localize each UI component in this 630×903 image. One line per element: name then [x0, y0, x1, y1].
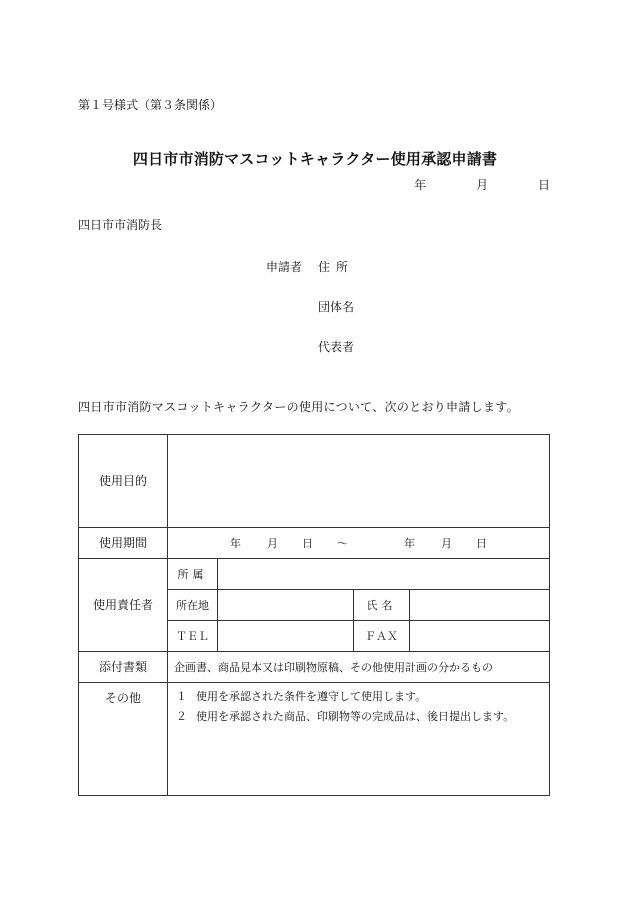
applicant-representative-label: 代表者	[318, 340, 355, 354]
other-label: その他	[79, 682, 168, 795]
location-field[interactable]	[218, 589, 354, 620]
application-statement: 四日市市消防マスコットキャラクターの使用について、次のとおり申請します。	[78, 400, 519, 414]
other-item-text: 使用を承認された商品、印刷物等の完成品は、後日提出します。	[196, 709, 515, 723]
form-number: 第１号様式（第３条関係）	[78, 98, 223, 112]
date-year: 年	[414, 178, 427, 192]
period-start-year: 年	[230, 536, 241, 550]
document-title: 四日市市消防マスコットキャラクター使用承認申請書	[132, 150, 498, 168]
name-field[interactable]	[410, 589, 550, 620]
date-month: 月	[476, 178, 489, 192]
other-item	[176, 707, 543, 727]
applicant-organization-label: 団体名	[318, 300, 355, 314]
period-label: 使用期間	[79, 527, 168, 558]
other-items	[168, 682, 550, 795]
affiliation-label: 所属	[168, 558, 218, 589]
period-tilde: ～	[337, 536, 348, 550]
purpose-row	[79, 435, 550, 528]
applicant-label: 申請者	[266, 260, 303, 274]
tel-field[interactable]	[218, 620, 354, 651]
responsible-affiliation-row	[79, 558, 550, 589]
name-label: 氏名	[354, 589, 410, 620]
fax-label: ＦＡＸ	[354, 620, 410, 651]
date-day: 日	[537, 178, 550, 192]
attachments-row	[79, 651, 550, 682]
period-row	[79, 527, 550, 558]
tel-label: ＴＥＬ	[168, 620, 218, 651]
purpose-field[interactable]	[168, 435, 550, 528]
purpose-label: 使用目的	[79, 435, 168, 528]
affiliation-field[interactable]	[218, 558, 550, 589]
other-item-number: １	[176, 689, 187, 703]
other-item-text: 使用を承認された条件を遵守して使用します。	[196, 689, 427, 703]
period-field[interactable]	[168, 527, 550, 558]
addressee: 四日市市消防長	[78, 218, 163, 232]
other-item	[176, 687, 543, 707]
attachments-value: 企画書、商品見本又は印刷物原稿、その他使用計画の分かるもの	[168, 651, 550, 682]
application-form-table	[78, 434, 550, 796]
other-item-number: ２	[176, 709, 187, 723]
period-end-day: 日	[476, 536, 487, 550]
applicant-address-label: 住所	[318, 260, 355, 274]
period-start-day: 日	[302, 536, 313, 550]
period-start-month: 月	[267, 536, 278, 550]
location-label: 所在地	[168, 589, 218, 620]
fax-field[interactable]	[410, 620, 550, 651]
period-end-month: 月	[441, 536, 452, 550]
attachments-label: 添付書類	[79, 651, 168, 682]
other-row	[79, 682, 550, 795]
period-end-year: 年	[404, 536, 415, 550]
responsible-label: 使用責任者	[79, 558, 168, 651]
date-line	[388, 176, 550, 193]
